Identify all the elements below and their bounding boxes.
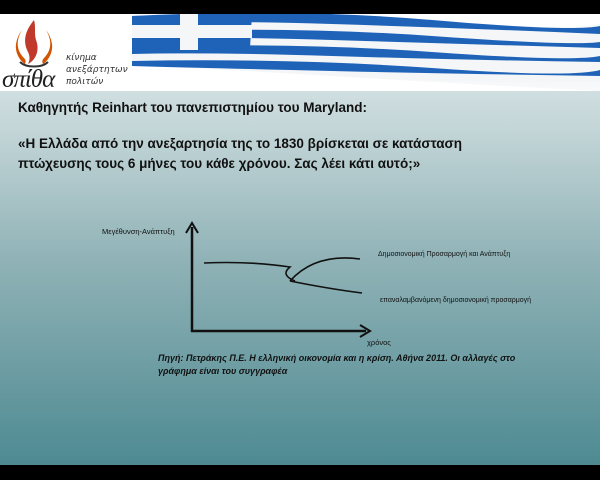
page-title: Καθηγητής Reinhart του πανεπιστημίου του Maryland: [18,100,367,115]
slide [0,14,600,465]
baseline-curve [204,263,295,282]
org-line-1: κίνημα [66,53,97,63]
upper-curve-label: Δημοσιονομική Προσαρμογή και Ανάπτυξη [378,251,511,258]
x-axis-label: χρόνος [367,338,391,347]
lower-curve [290,281,362,293]
quote-line-1: «Η Ελλάδα από την ανεξαρτησία της το 1830 βρίσκεται σε κατάσταση [18,136,463,151]
y-axis-label: Μεγέθυνση-Ανάπτυξη [102,227,175,236]
greek-flag-image [132,14,600,91]
quote-line-2: πτώχευσης τους 6 μήνες του κάθε χρόνου. Σας λέει κάτι αυτό;» [18,156,421,171]
caption-line-2: γράφημα είναι του συγγραφέα [158,366,288,376]
upper-curve [290,258,360,281]
quote [18,134,578,174]
lower-curve-label: επαναλαμβανόμενη δημοσιονομική προσαρμογή [380,297,532,304]
header [0,14,600,91]
caption-line-1: Πηγή: Πετράκης Π.Ε. Η ελληνική οικονομία και η κρίση. Αθήνα 2011. Οι αλλαγές στο [158,353,516,363]
growth-diagram [90,209,570,349]
source-caption [158,352,538,378]
logo-word: σπίθα [2,66,55,93]
org-line-2: ανεξάρτητων [66,65,128,75]
org-line-3: πολιτών [66,77,104,87]
